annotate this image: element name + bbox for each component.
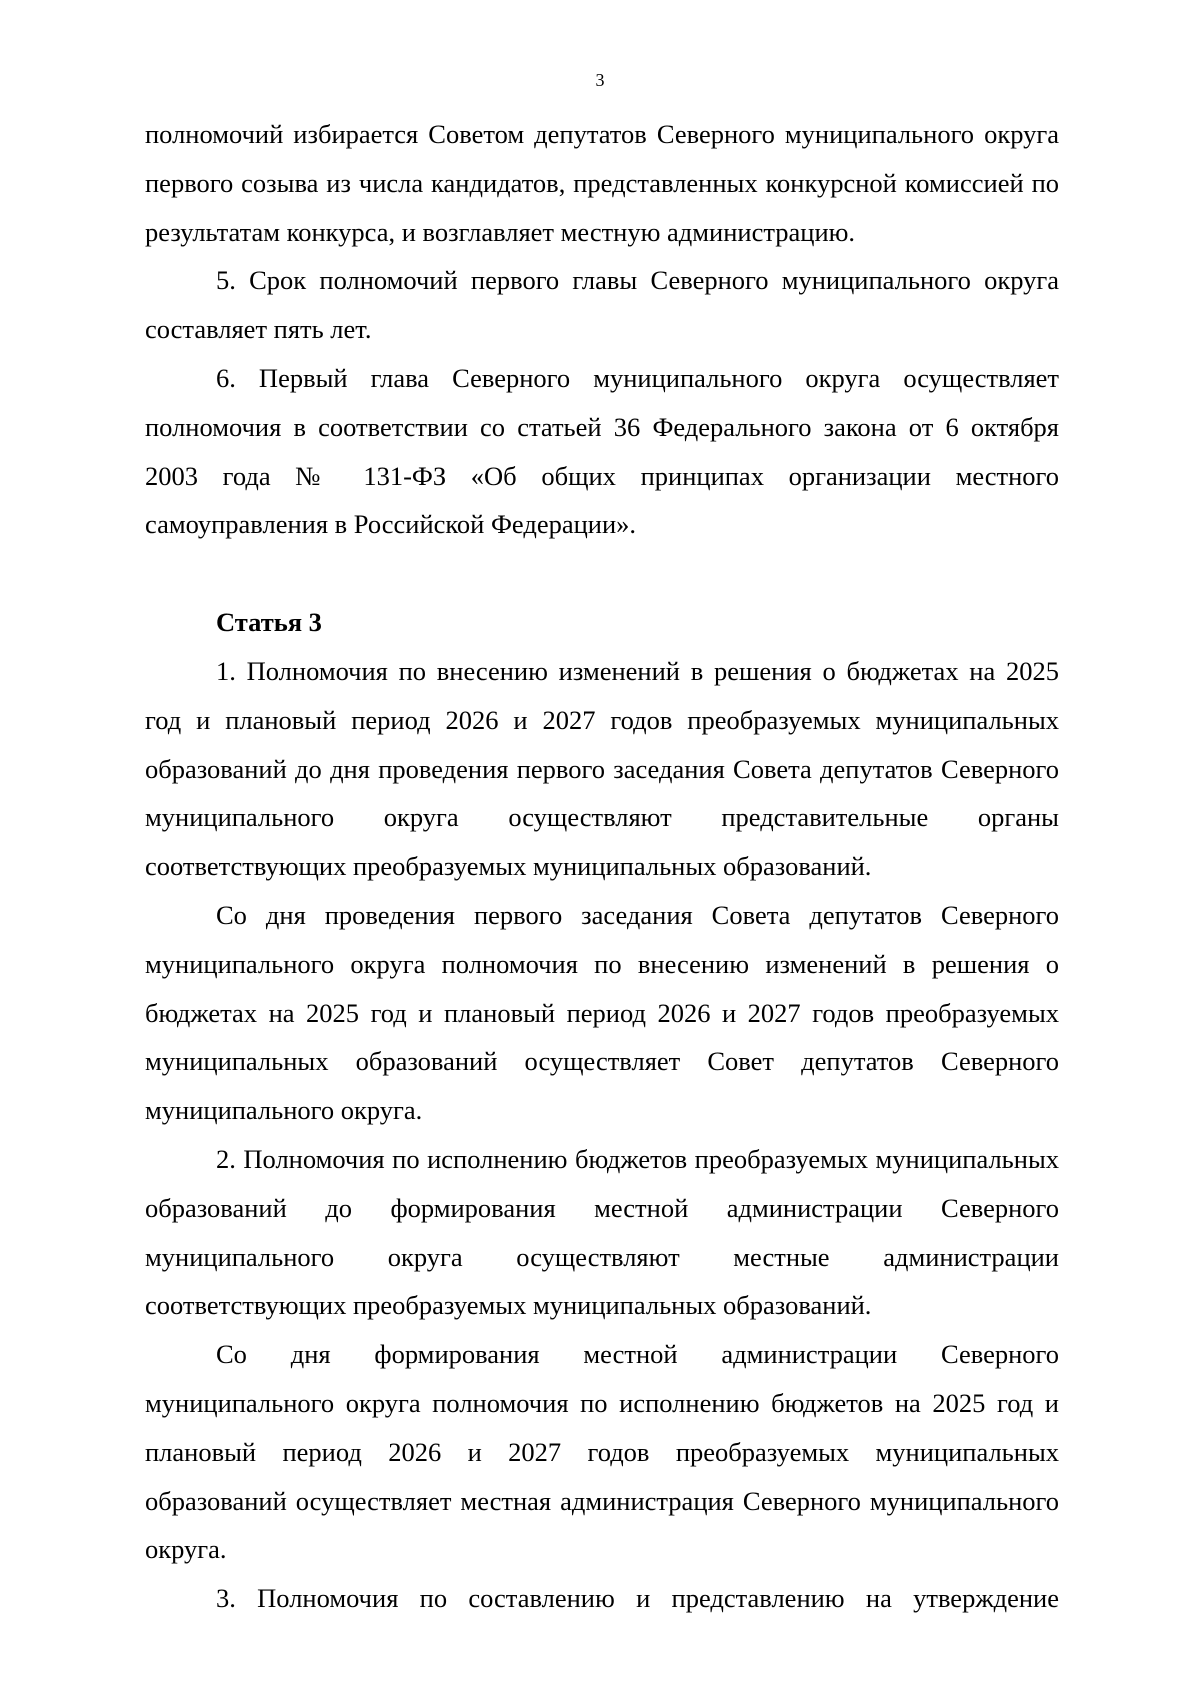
paragraph-article-item-1: 1. Полномочия по внесению изменений в решения о бюджетах на 2025 год и плановый период 2026 и 2027 годов преобразуемых муниципальных образований до дня проведения первого заседания Совета депутатов Северного муниципального округа осуществляют представительные органы соответствующих преобразуемых муниципальных образований. <box>145 655 1059 882</box>
paragraph-article-item-1-cont: Со дня проведения первого заседания Совета депутатов Северного муниципального округа полномочия по внесению изменений в решения о бюджетах на 2025 год и плановый период 2026 и 2027 годов преобразуемых муниципальных образований осуществляет Совет депутатов Северного муниципального округа. <box>145 899 1059 1126</box>
document-body <box>145 110 1059 1623</box>
paragraph-article-item-2: 2. Полномочия по исполнению бюджетов преобразуемых муниципальных образований до формирования местной администрации Северного муниципального округа осуществляют местные администрации соответствующих преобразуемых муниципальных образований. <box>145 1143 1059 1321</box>
page-number: 3 <box>595 70 605 90</box>
article-heading: Статья 3 <box>216 607 322 638</box>
paragraph-item-5: 5. Срок полномочий первого главы Северного муниципального округа составляет пять лет. <box>145 265 1059 345</box>
paragraph-article-item-3: 3. Полномочия по составлению и представлению на утверждение <box>216 1583 1059 1614</box>
paragraph-continuation: полномочий избирается Советом депутатов Северного муниципального округа первого созыва из числа кандидатов, представленных конкурсной комиссией по результатам конкурса, и возглавляет местную администрацию. <box>145 119 1059 247</box>
paragraph-item-6: 6. Первый глава Северного муниципального округа осуществляет полномочия в соответствии со статьей 36 Федерального закона от 6 октября 2003 года № 131-ФЗ «Об общих принципах организации местного самоуправления в Российской Федерации». <box>145 362 1059 540</box>
paragraph-article-item-2-cont: Со дня формирования местной администрации Северного муниципального округа полномочия по исполнению бюджетов на 2025 год и плановый период 2026 и 2027 годов преобразуемых муниципальных образований осуществляет местная администрация Северного муниципального округа. <box>145 1339 1059 1565</box>
